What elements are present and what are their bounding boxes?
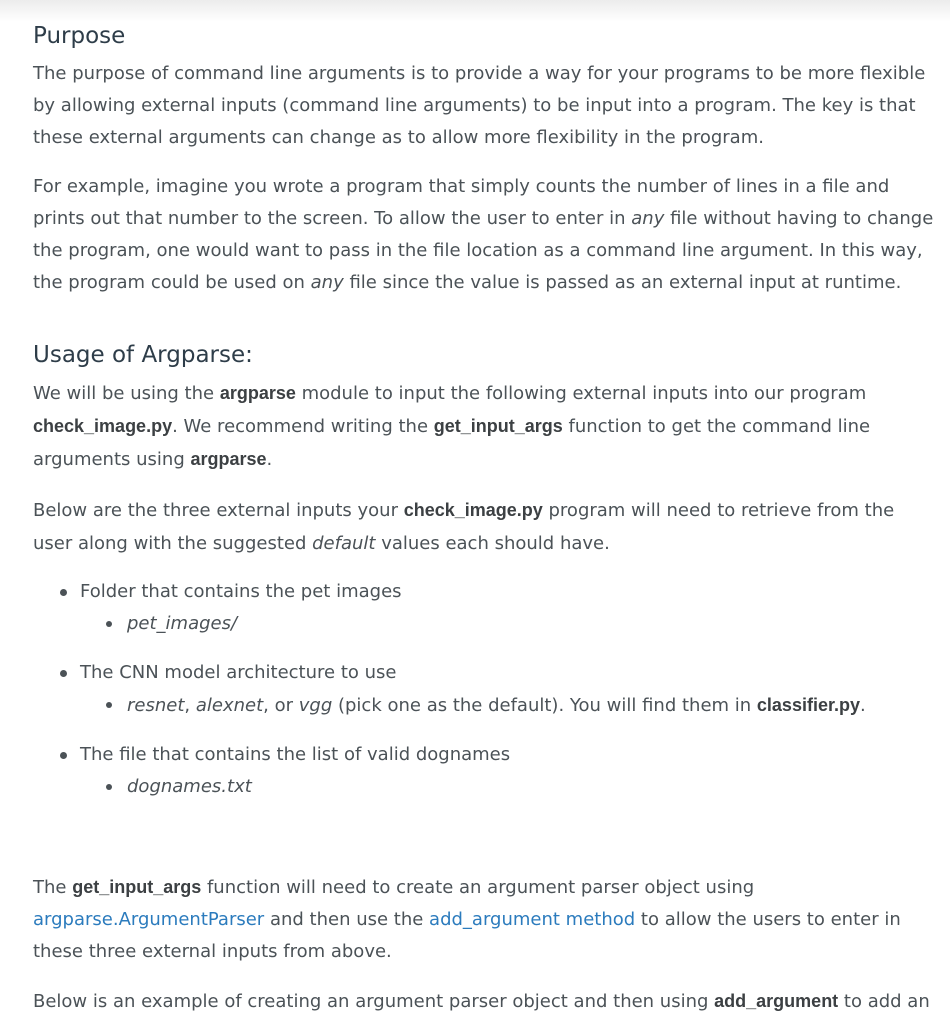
add-argument-link[interactable]: add_argument method: [429, 909, 636, 930]
code-get-input-args: get_input_args: [72, 877, 202, 897]
argumentparser-link[interactable]: argparse.ArgumentParser: [33, 909, 265, 930]
emphasis-default: default: [312, 533, 376, 554]
list-item: Folder that contains the pet images pet_images/: [33, 576, 938, 640]
usage-paragraph-1: We will be using the argparse module to input the following external inputs into our program check_image.py. We recommend writing the get_input_args function to get the command line arguments using argparse.: [33, 383, 871, 470]
code-argparse: argparse: [190, 449, 267, 469]
inputs-list: [33, 657, 938, 722]
list-subitem: resnet, alexnet, or vgg (pick one as the default). You will find them in classifier.py.: [80, 689, 938, 722]
emphasis-any: any: [631, 208, 665, 229]
purpose-paragraph-2: For example, imagine you wrote a program that simply counts the number of lines in a file and prints out that number to the screen. To allow the user to enter in any file without having to change the program, one would want to pass in the file location as a command line argument. In this way, the program could be used on any file since the value is passed as an external input at runtime.: [33, 176, 934, 293]
usage-paragraph-2: Below are the three external inputs your check_image.py program will need to retrieve from the user along with the suggested default values each should have.: [33, 500, 895, 554]
list-subitem: pet_images/: [80, 608, 938, 640]
usage-paragraph-3: The get_input_args function will need to create an argument parser object using argparse.ArgumentParser and then use the add_argument method to allow the users to enter in these three external inputs from above.: [33, 877, 901, 962]
top-shadow: [0, 0, 950, 22]
code-add-argument: add_argument: [714, 991, 839, 1011]
purpose-heading: Purpose: [33, 23, 126, 49]
purpose-paragraph-1: The purpose of command line arguments is to provide a way for your programs to be more flexible by allowing external inputs (command line arguments) to be input into a program. The key is that these external arguments can change as to allow more flexibility in the program.: [33, 63, 926, 148]
usage-paragraph-4: Below is an example of creating an argument parser object and then using add_argument to add an: [33, 991, 930, 1012]
code-get-input-args: get_input_args: [433, 416, 563, 436]
usage-heading: Usage of Argparse:: [33, 342, 253, 368]
inputs-list: [33, 739, 938, 803]
inputs-list: [33, 576, 938, 640]
code-check-image: check_image.py: [403, 500, 543, 520]
emphasis-any: any: [310, 272, 344, 293]
list-item: The file that contains the list of valid dognames dognames.txt: [33, 739, 938, 803]
list-subitem: dognames.txt: [80, 771, 938, 803]
list-item: The CNN model architecture to use resnet, alexnet, or vgg (pick one as the default). You will find them in classifier.py.: [33, 657, 938, 722]
code-check-image: check_image.py: [33, 416, 173, 436]
code-classifier: classifier.py: [756, 695, 860, 715]
code-argparse: argparse: [219, 383, 296, 403]
